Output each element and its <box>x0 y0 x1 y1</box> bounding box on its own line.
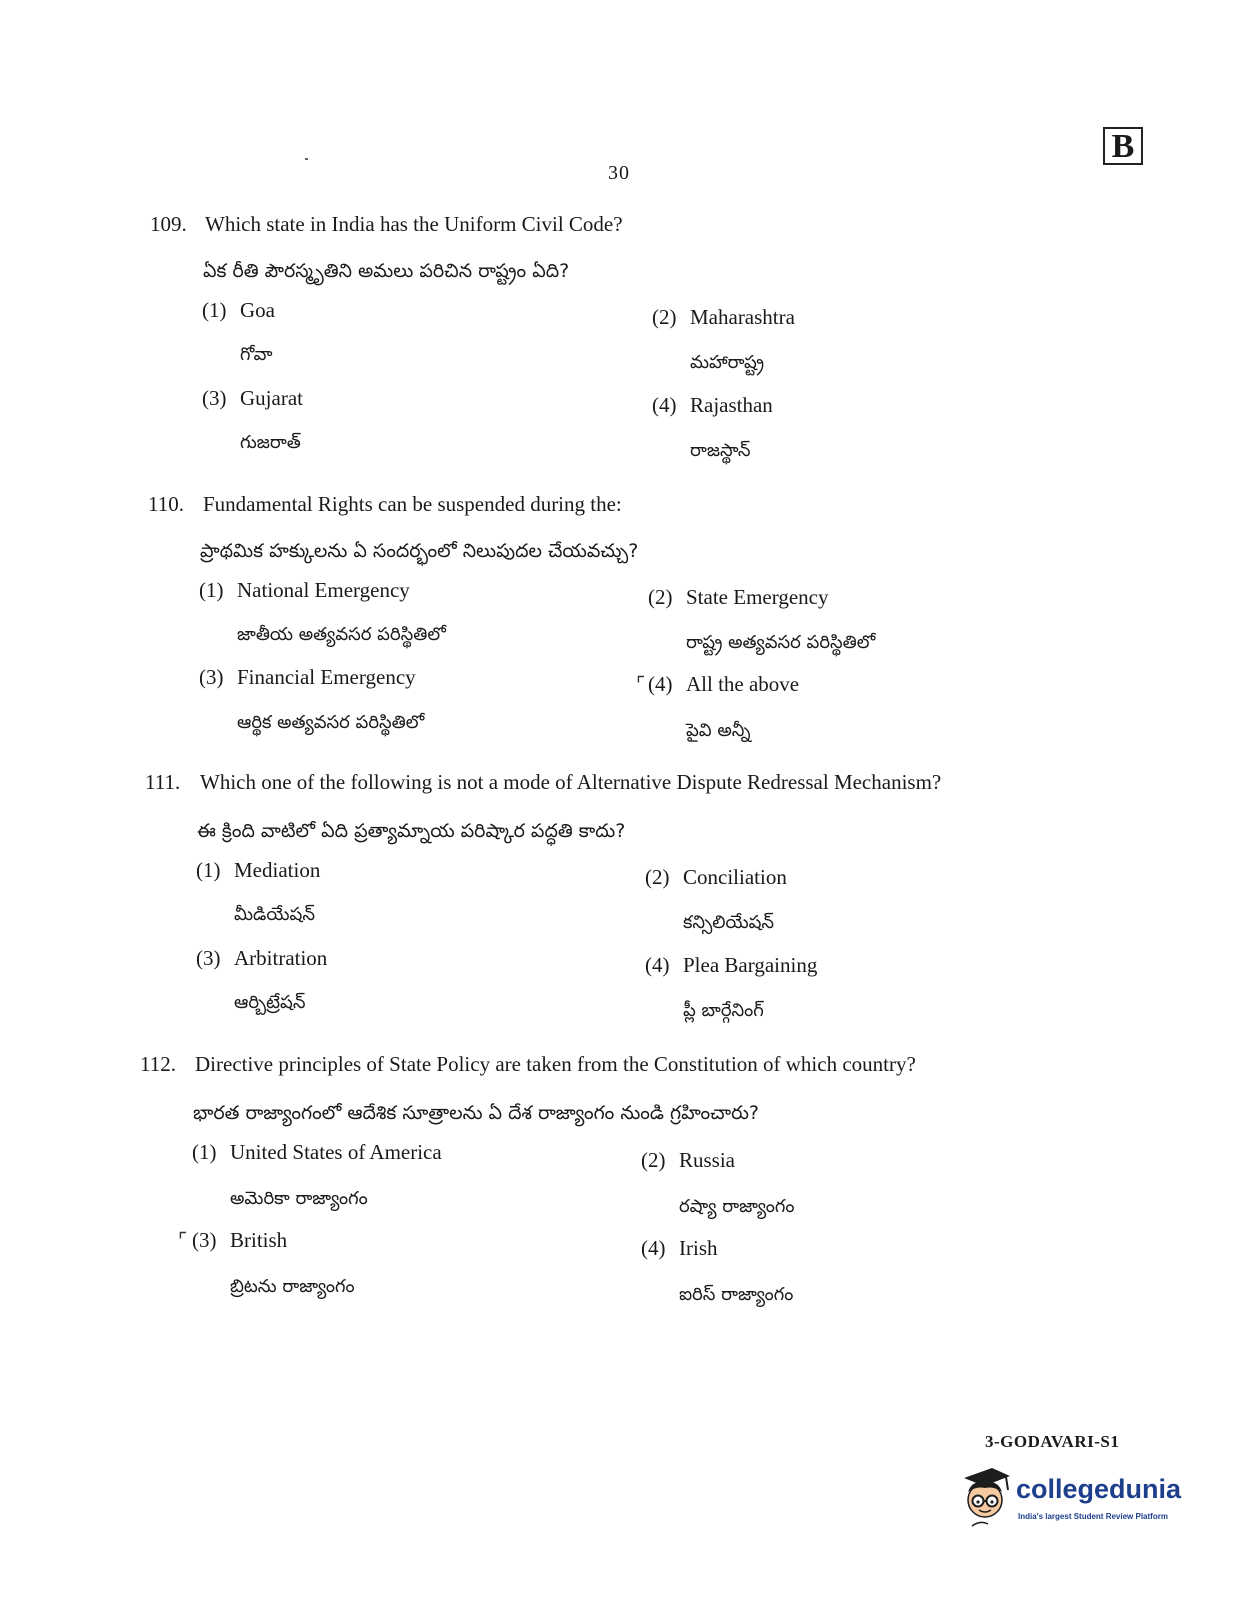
question-text: 111. Which one of the following is not a mode of Alternative Dispute Redressal Mechanism? <box>145 770 942 794</box>
collegedunia-logo[interactable] <box>958 1462 1188 1532</box>
option-3[interactable]: (3) British <box>192 1228 288 1252</box>
option-3-telugu: ఆర్థిక అత్యవసర పరిస్థితిలో <box>237 712 425 733</box>
handwritten-tick-mark: ⌜ <box>178 1230 188 1252</box>
page-number: 30 <box>608 162 630 184</box>
option-2[interactable]: (2) Conciliation <box>645 865 787 889</box>
option-3[interactable]: (3) Arbitration <box>196 946 328 970</box>
option-2-telugu: మహారాష్ట్ర <box>690 352 765 373</box>
option-1[interactable]: (1) Goa <box>202 298 275 322</box>
option-3-telugu: గుజరాత్ <box>240 432 301 453</box>
option-2[interactable]: (2) State Emergency <box>648 585 829 609</box>
option-2-telugu: రష్యా రాజ్యాంగం <box>679 1196 795 1217</box>
option-1-telugu: అమెరికా రాజ్యాంగం <box>230 1188 368 1209</box>
option-3[interactable]: (3) Financial Emergency <box>199 665 416 689</box>
option-1-telugu: గోవా <box>240 344 273 365</box>
option-1[interactable]: (1) Mediation <box>196 858 321 882</box>
option-2[interactable]: (2) Maharashtra <box>652 305 795 329</box>
question-telugu: ఈ క్రింది వాటిలో ఏది ప్రత్యామ్నాయ పరిష్కార పద్ధతి కాదు? <box>197 820 626 842</box>
option-4-telugu: రాజస్థాన్ <box>690 440 751 461</box>
option-4[interactable]: (4) Irish <box>641 1236 718 1260</box>
option-4-telugu: పైవి అన్నీ <box>686 720 751 741</box>
option-number: (2) <box>645 865 670 889</box>
question-number: 109. <box>150 212 187 236</box>
option-3[interactable]: (3) Gujarat <box>202 386 303 410</box>
question-number: 112. <box>140 1052 176 1076</box>
option-4[interactable]: (4) Rajasthan <box>652 393 773 417</box>
option-number: (2) <box>652 305 677 329</box>
option-number: (4) <box>648 672 673 696</box>
logo-wordmark: collegedunia <box>1016 1474 1182 1504</box>
question-text: 109. Which state in India has the Uniform Civil Code? <box>150 212 623 236</box>
option-4[interactable]: (4) All the above <box>648 672 800 696</box>
option-number: (3) <box>199 665 224 689</box>
option-number: (1) <box>196 858 221 882</box>
option-number: (3) <box>196 946 221 970</box>
series-badge: B <box>1103 127 1143 165</box>
option-number: (4) <box>652 393 677 417</box>
question-telugu: భారత రాజ్యాంగంలో ఆదేశిక సూత్రాలను ఏ దేశ రాజ్యాంగం నుండి గ్రహించారు? <box>193 1102 760 1124</box>
question-number: 111. <box>145 770 181 794</box>
scan-speck <box>305 158 308 160</box>
option-4-telugu: ప్లీ బార్గేనింగ్ <box>683 1000 764 1021</box>
option-1-telugu: మీడియేషన్ <box>234 904 315 925</box>
question-text: 110. Fundamental Rights can be suspended during the: <box>148 492 622 516</box>
handwritten-tick-mark: ⌜ <box>636 674 646 696</box>
option-1-telugu: జాతీయ అత్యవసర పరిస్థితిలో <box>237 624 446 645</box>
question-number: 110. <box>148 492 184 516</box>
option-4-telugu: ఐరిస్ రాజ్యాంగం <box>679 1284 794 1305</box>
option-number: (1) <box>199 578 224 602</box>
option-number: (3) <box>192 1228 217 1252</box>
option-number: (2) <box>648 585 673 609</box>
option-1[interactable]: (1) National Emergency <box>199 578 410 602</box>
question-telugu: ఏక రీతి పౌరస్మృతిని అమలు పరిచిన రాష్ట్రం ఏది? <box>203 260 570 282</box>
option-number: (3) <box>202 386 227 410</box>
mascot-icon <box>958 1462 1014 1530</box>
question-text: 112. Directive principles of State Policy are taken from the Constitution of which country? <box>140 1052 916 1076</box>
option-number: (1) <box>202 298 227 322</box>
booklet-code: 3-GODAVARI-S1 <box>985 1432 1120 1451</box>
option-number: (2) <box>641 1148 666 1172</box>
option-number: (1) <box>192 1140 217 1164</box>
option-number: (4) <box>645 953 670 977</box>
option-2[interactable]: (2) Russia <box>641 1148 736 1172</box>
option-2-telugu: రాష్ట్ర అత్యవసర పరిస్థితిలో <box>686 632 876 653</box>
option-2-telugu: కన్సిలియేషన్ <box>683 912 775 933</box>
option-1[interactable]: (1) United States of America <box>192 1140 442 1164</box>
option-4[interactable]: (4) Plea Bargaining <box>645 953 818 977</box>
option-number: (4) <box>641 1236 666 1260</box>
option-3-telugu: బ్రిటను రాజ్యాంగం <box>230 1276 355 1297</box>
logo-tagline: India's largest Student Review Platform <box>1018 1512 1168 1521</box>
question-telugu: ప్రాథమిక హక్కులను ఏ సందర్భంలో నిలుపుదల చేయవచ్చు? <box>200 540 639 562</box>
option-3-telugu: ఆర్బిట్రేషన్ <box>234 992 306 1013</box>
